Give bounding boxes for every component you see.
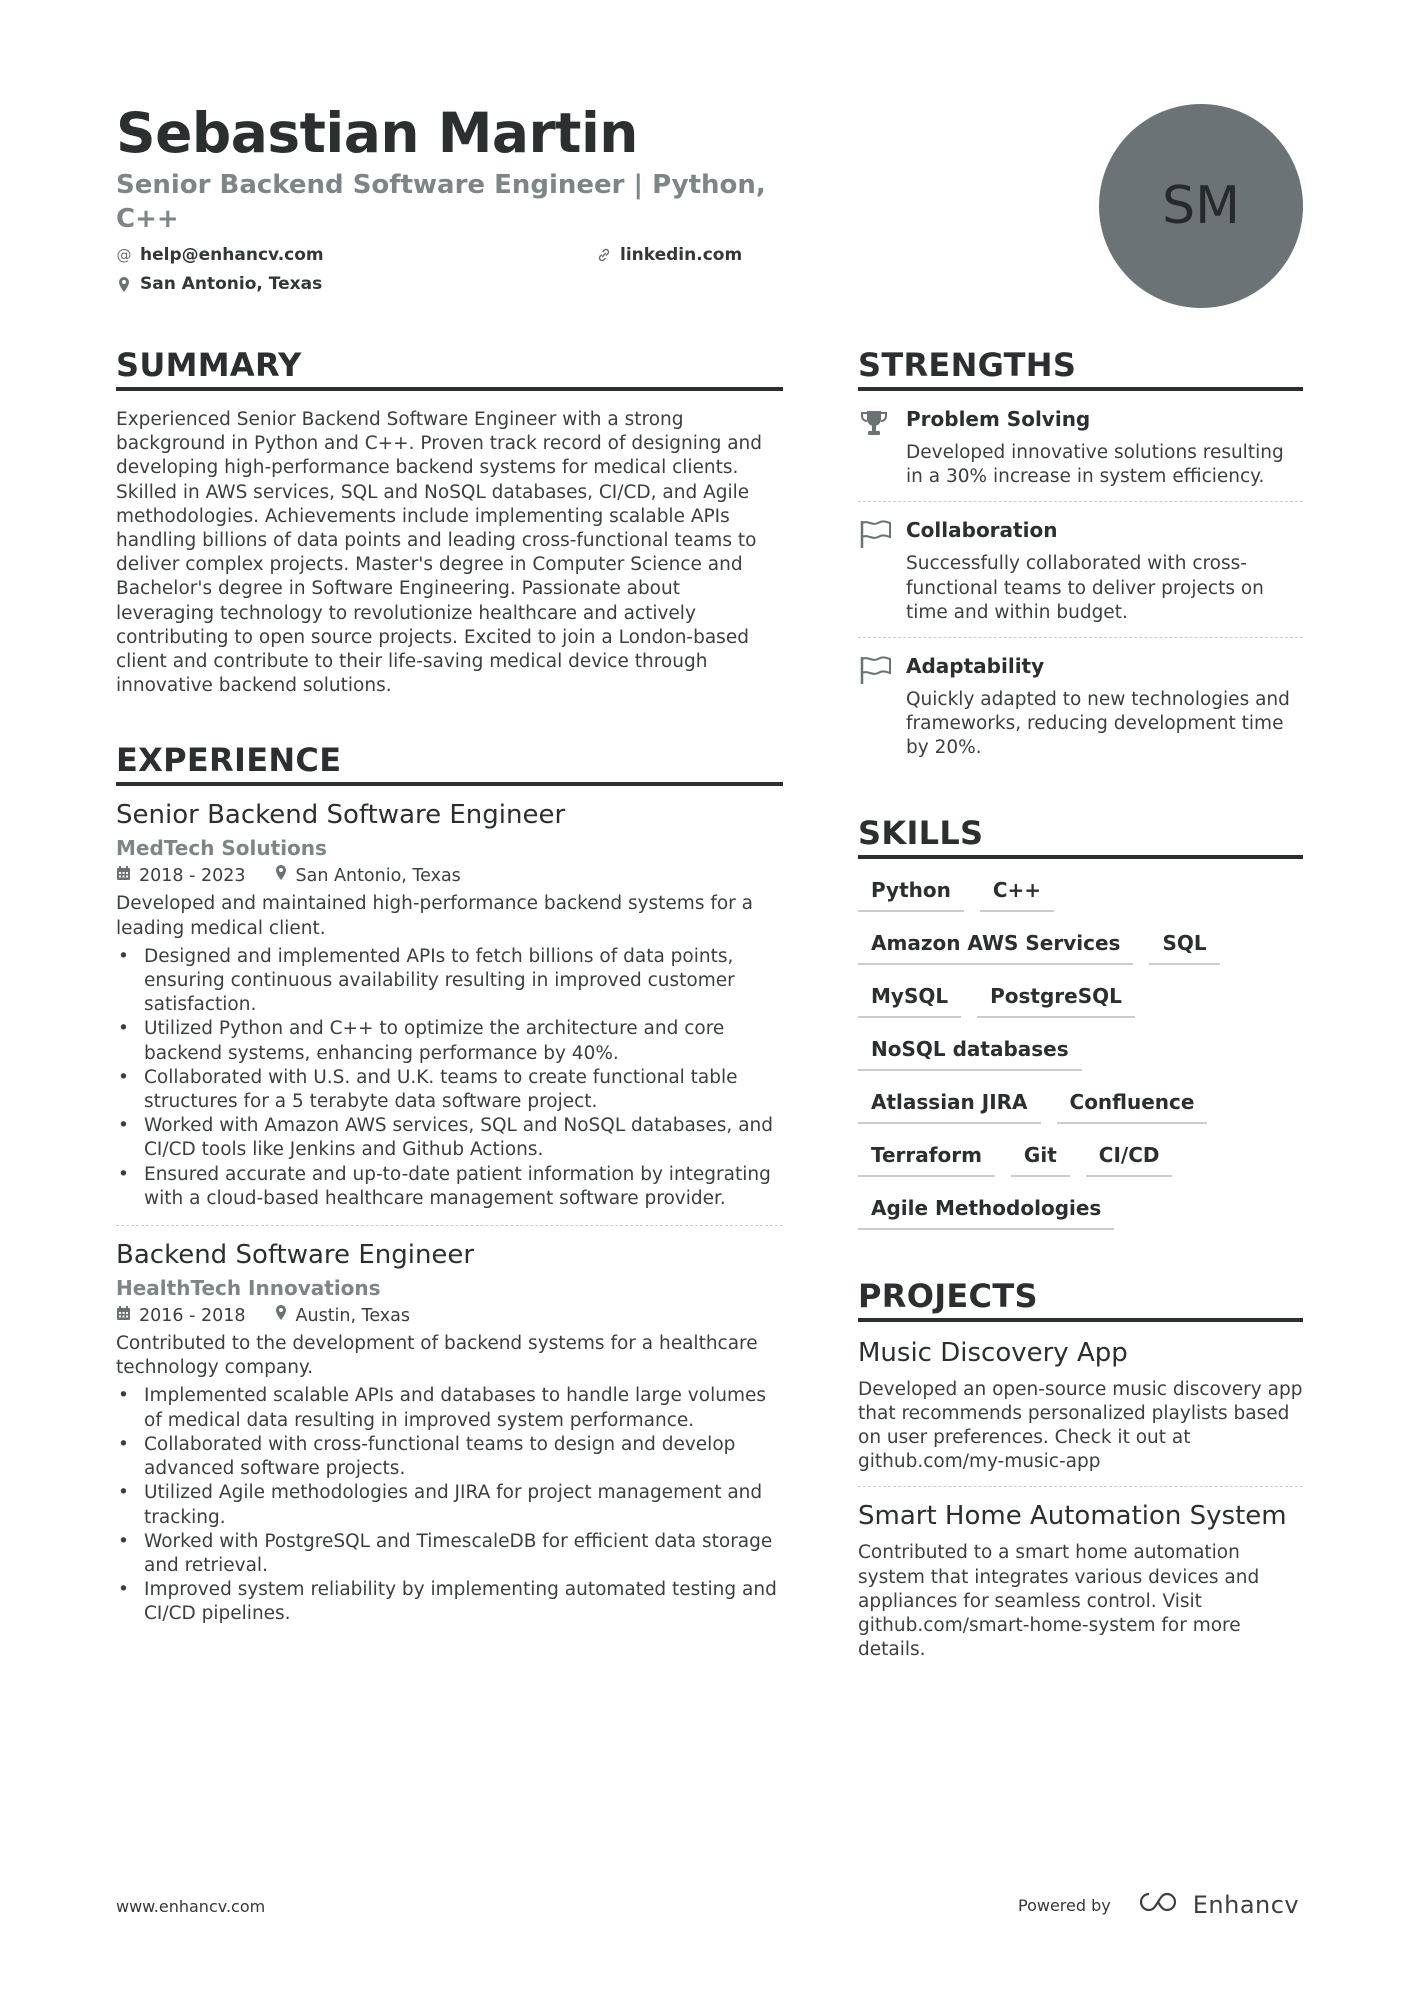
skill-tag: MySQL (858, 982, 961, 1018)
email-text: help@enhancv.com (140, 245, 324, 265)
enhancv-logo-text: Enhancv (1192, 1891, 1300, 1919)
strength-title: Adaptability (906, 654, 1045, 679)
location-text: San Antonio, Texas (140, 274, 323, 294)
strength-item (858, 501, 1303, 637)
powered-by-label: Powered by (1018, 1895, 1111, 1915)
skill-tag: PostgreSQL (977, 982, 1135, 1018)
job-bullet: • Utilized Python and C++ to optimize the architecture and core backend systems, enhancing performance by 40%. (116, 1017, 783, 1065)
job-bullets (116, 1384, 783, 1626)
link-icon (596, 247, 612, 263)
job-title: Senior Backend Software Engineer (116, 800, 566, 831)
job-location-text: Austin, Texas (295, 1306, 411, 1327)
experience-item (116, 1225, 783, 1626)
contact-linkedin[interactable] (596, 242, 742, 268)
footer-website[interactable]: www.enhancv.com (116, 1897, 266, 1916)
enhancv-logo[interactable] (1137, 1890, 1299, 1920)
job-bullet: • Utilized Agile methodologies and JIRA for project management and tracking. (116, 1481, 783, 1529)
company-name: HealthTech Innovations (116, 1276, 381, 1301)
project-item (858, 1486, 1303, 1662)
job-bullet: • Worked with Amazon AWS services, SQL and NoSQL databases, and CI/CD tools like Jenkins and Github Actions. (116, 1114, 783, 1162)
skill-tag: Atlassian JIRA (858, 1088, 1041, 1124)
skill-tag: SQL (1149, 929, 1219, 965)
footer-branding (1018, 1890, 1299, 1920)
job-bullet: • Collaborated with U.S. and U.K. teams to create functional table structures for a 5 terabyte data software project. (116, 1066, 783, 1114)
resume-header (116, 100, 816, 297)
skill-tag: NoSQL databases (858, 1035, 1082, 1071)
skill-tag: Amazon AWS Services (858, 929, 1133, 965)
calendar-icon (116, 1302, 131, 1330)
skill-tag: Git (1011, 1141, 1070, 1177)
contact-location (116, 271, 322, 297)
job-dates-text: 2018 - 2023 (139, 866, 246, 887)
skill-tag: Python (858, 876, 964, 912)
linkedin-text: linkedin.com (620, 245, 743, 265)
avatar-initials: SM (1162, 176, 1240, 236)
summary-text: Experienced Senior Backend Software Engineer with a strong background in Python and C++. Proven track record of designing and developing high-performance backend systems for medical clients. Skilled in AWS services, SQL and NoSQL databases, CI/CD, and Agile methodologies. Achievements include implementing scalable APIs handling billions of data points and leading cross-functional teams to deliver complex projects. Master's degree in Computer Science and Bachelor's degree in Software Engineering. Passionate about leveraging technology to revolutionize healthcare and actively contributing to open source projects. Excited to join a London-based client and contribute to their life-saving medical device through innovative backend solutions. (116, 409, 763, 697)
job-dates-text: 2016 - 2018 (139, 1306, 246, 1327)
job-dates (116, 1302, 246, 1330)
strengths-heading: STRENGTHS (858, 345, 1303, 391)
location-pin-icon (116, 276, 132, 292)
flag-icon (858, 652, 906, 761)
job-description: Developed and maintained high-performance backend systems for a leading medical client. (116, 893, 753, 939)
flag-icon (858, 516, 906, 625)
project-item (858, 1322, 1303, 1475)
projects-heading: PROJECTS (858, 1276, 1303, 1322)
contact-row (116, 242, 816, 268)
left-column (116, 345, 783, 1627)
summary-heading: SUMMARY (116, 345, 783, 391)
location-pin-icon (274, 862, 288, 890)
experience-section (116, 740, 783, 1626)
trophy-icon (858, 405, 906, 489)
strength-item (858, 391, 1303, 501)
job-location (274, 862, 461, 890)
project-title: Smart Home Automation System (858, 1501, 1287, 1532)
job-dates (116, 862, 246, 890)
job-description: Contributed to the development of backend systems for a healthcare technology company. (116, 1333, 758, 1379)
location-pin-icon (274, 1302, 288, 1330)
contact-email[interactable] (116, 242, 596, 268)
skill-tag: Confluence (1057, 1088, 1208, 1124)
strength-content (906, 516, 1303, 625)
summary-section (116, 345, 783, 698)
contact-row-2 (116, 271, 816, 297)
job-bullets (116, 945, 783, 1211)
calendar-icon (116, 862, 131, 890)
skill-tag: Agile Methodologies (858, 1194, 1114, 1230)
job-bullet: • Ensured accurate and up-to-date patient information by integrating with a cloud-based healthcare management software provider. (116, 1163, 783, 1211)
project-description: Contributed to a smart home automation system that integrates various devices and appliances for seamless control. Visit github.com/smart-home-system for more details. (858, 1542, 1260, 1661)
project-title: Music Discovery App (858, 1337, 1128, 1368)
strength-description: Quickly adapted to new technologies and frameworks, reducing development time by 20%. (906, 689, 1290, 759)
strengths-section (858, 345, 1303, 773)
candidate-name: Sebastian Martin (116, 101, 638, 165)
at-icon: @ (116, 246, 132, 264)
strength-title: Problem Solving (906, 407, 1091, 431)
job-location (274, 1302, 411, 1330)
skill-tag: Terraform (858, 1141, 995, 1177)
right-column (858, 345, 1303, 1662)
skill-tag: CI/CD (1086, 1141, 1173, 1177)
job-bullet: • Collaborated with cross-functional teams to design and develop advanced software projects. (116, 1433, 783, 1481)
experience-heading: EXPERIENCE (116, 740, 783, 786)
projects-section (858, 1276, 1303, 1663)
skills-heading: SKILLS (858, 813, 1303, 859)
strength-item (858, 637, 1303, 773)
job-meta (116, 862, 783, 890)
project-description: Developed an open-source music discovery app that recommends personalized playlists based on user preferences. Check it out at github.com/my-music-app (858, 1378, 1303, 1473)
avatar (1099, 104, 1303, 308)
job-bullet: • Implemented scalable APIs and databases to handle large volumes of medical data resulting in improved system performance. (116, 1384, 783, 1432)
job-meta (116, 1302, 783, 1330)
enhancv-logo-icon (1137, 1890, 1183, 1920)
job-location-text: San Antonio, Texas (295, 866, 461, 887)
job-bullet: • Worked with PostgreSQL and TimescaleDB for efficient data storage and retrieval. (116, 1530, 783, 1578)
job-bullet: • Improved system reliability by implementing automated testing and CI/CD pipelines. (116, 1578, 783, 1626)
job-bullet: • Designed and implemented APIs to fetch billions of data points, ensuring continuous availability resulting in improved customer satisfaction. (116, 945, 783, 1018)
skill-tag: C++ (980, 876, 1054, 912)
strength-content (906, 652, 1303, 761)
strength-description: Successfully collaborated with cross-functional teams to deliver projects on time and within budget. (906, 553, 1264, 623)
skills-section (858, 813, 1303, 1230)
strength-description: Developed innovative solutions resulting in a 30% increase in system efficiency. (906, 442, 1284, 488)
strength-content (906, 405, 1303, 489)
experience-item (116, 786, 783, 1211)
candidate-title: Senior Backend Software Engineer | Python, C++ (116, 170, 766, 234)
skills-list (858, 876, 1303, 1230)
company-name: MedTech Solutions (116, 836, 327, 861)
job-title: Backend Software Engineer (116, 1240, 475, 1271)
strength-title: Collaboration (906, 518, 1058, 543)
